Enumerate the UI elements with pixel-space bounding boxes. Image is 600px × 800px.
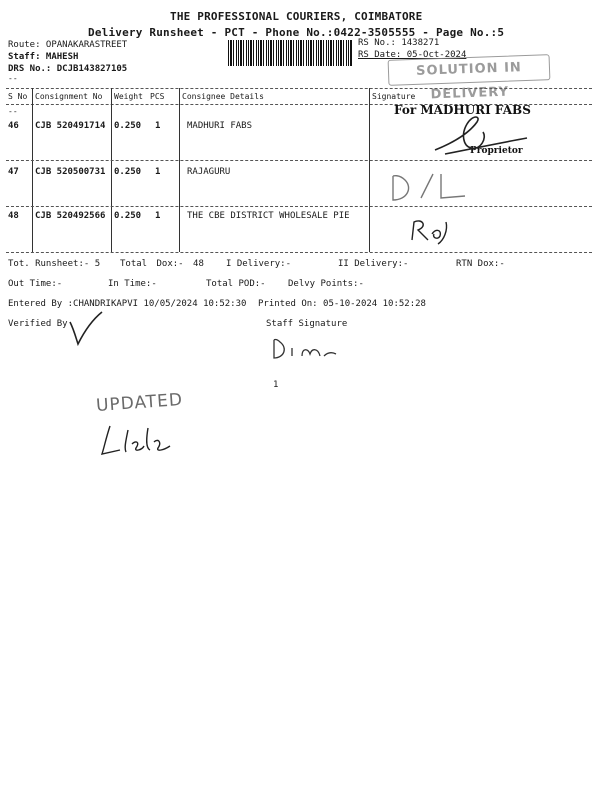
col-header-sno: S No (8, 92, 28, 101)
runsheet-subtitle: Delivery Runsheet - PCT - Phone No.:0422-3505555 - Page No.:5 (88, 26, 505, 39)
col-header-pcs: PCS (150, 92, 165, 101)
rs-date: RS Date: 05-Oct-2024 (358, 50, 467, 60)
row-dash-mark: -- (8, 107, 18, 116)
row-sno: 48 (8, 211, 19, 221)
row-consignment: CJB 520500731 (35, 167, 106, 177)
madhuri-fabs-stamp: For MADHURI FABS (394, 103, 531, 117)
row-sno: 47 (8, 167, 19, 177)
i-delivery: I Delivery:- (226, 259, 292, 269)
tot-runsheet: Tot. Runsheet:- 5 (8, 259, 101, 269)
row-weight: 0.250 (114, 167, 142, 177)
company-title: THE PROFESSIONAL COURIERS, COIMBATORE (170, 10, 423, 23)
signature-row-48 (406, 216, 456, 246)
staff-signature-label: Staff Signature (266, 319, 348, 329)
row-sno: 46 (8, 121, 19, 131)
in-time: In Time:- (108, 279, 157, 289)
row-weight: 0.250 (114, 211, 142, 221)
row-consignee: MADHURI FABS (187, 121, 253, 131)
row-consignee: RAJAGURU (187, 167, 231, 177)
col-divider (369, 88, 370, 252)
solution-in-delivery-stamp: SOLUTION IN DELIVERY (388, 54, 551, 86)
table-bottom-rule (6, 252, 592, 253)
updated-signature (98, 420, 178, 460)
verified-checkmark (66, 310, 106, 346)
total-pod: Total POD:- (206, 279, 266, 289)
table-top-rule (6, 88, 592, 89)
entered-by: Entered By :CHANDRIKAPVI 10/05/2024 10:52:30 (8, 299, 247, 309)
col-divider (32, 88, 33, 252)
staff-label: Staff: MAHESH (8, 52, 79, 62)
staff-signature-scribble (270, 334, 340, 364)
signature-row-46 (415, 112, 535, 162)
rs-number: RS No.: 1438271 (358, 38, 440, 48)
drs-number: DRS No.: DCJB143827105 (8, 64, 128, 74)
delvy-points: Delvy Points:- (288, 279, 364, 289)
row-pcs: 1 (155, 211, 161, 221)
route-label: Route: OPANAKARASTREET (8, 40, 128, 50)
row-rule (6, 206, 592, 207)
proprietor-stamp: Proprietor (470, 146, 523, 156)
col-header-consignment: Consignment No (35, 92, 103, 101)
row-consignee: THE CBE DISTRICT WHOLESALE PIE (187, 211, 350, 221)
printed-on: Printed On: 05-10-2024 10:52:28 (258, 299, 426, 309)
row-consignment: CJB 520491714 (35, 121, 106, 131)
row-pcs: 1 (155, 121, 161, 131)
rtn-dox: RTN Dox:- (456, 259, 505, 269)
col-header-weight: Weight (114, 92, 143, 101)
row-weight: 0.250 (114, 121, 142, 131)
verified-by: Verified By (8, 319, 68, 329)
row-pcs: 1 (155, 167, 161, 177)
row-rule (6, 160, 592, 161)
page-mark: 1 (273, 380, 279, 390)
header-dash-mark: -- (8, 74, 18, 83)
updated-stamp: UPDATED (95, 389, 184, 417)
barcode (228, 40, 352, 66)
row-consignment: CJB 520492566 (35, 211, 106, 221)
col-header-consignee: Consignee Details (182, 92, 264, 101)
total-dox: Total Dox:- 48 (120, 259, 204, 269)
col-divider (111, 88, 112, 252)
ii-delivery: II Delivery:- (338, 259, 409, 269)
col-header-signature: Signature (372, 92, 416, 101)
col-divider (179, 88, 180, 252)
out-time: Out Time:- (8, 279, 63, 289)
signature-row-47 (385, 168, 475, 208)
